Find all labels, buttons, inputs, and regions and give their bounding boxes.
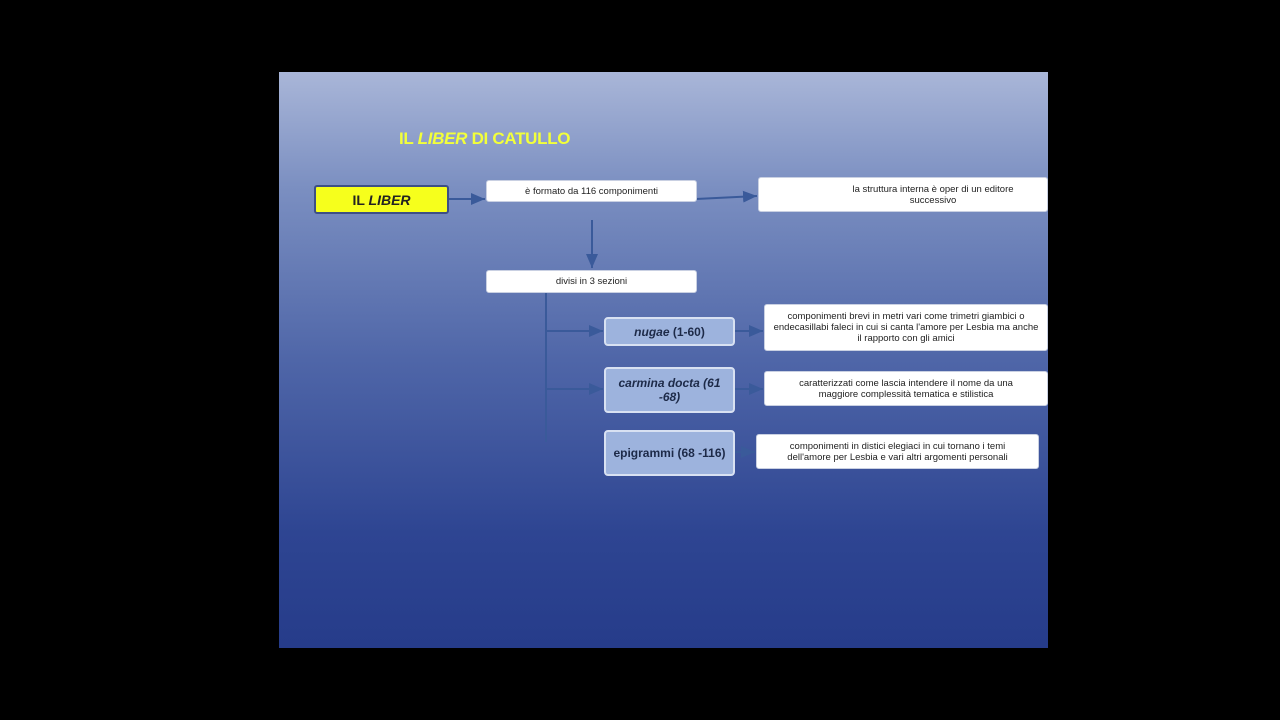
- section-node-epigrammi: epigrammi (68 -116): [604, 430, 735, 476]
- connectors: [279, 72, 1048, 648]
- section-node-nugae: nugae (1-60): [604, 317, 735, 346]
- composition-node: è formato da 116 componimenti: [486, 180, 697, 202]
- connector-composition-to-note: [696, 196, 757, 199]
- root-node-liber: IL LIBER: [314, 185, 449, 214]
- section-node-carmina-docta: carmina docta (61 -68): [604, 367, 735, 413]
- structure-note-node: la struttura interna è oper di un editore successivo: [758, 177, 1048, 212]
- slide-title: IL LIBER DI CATULLO: [399, 129, 571, 148]
- section-desc-carmina-docta: caratterizzati come lascia intendere il nome da una maggiore complessità tematica e stilistica: [764, 371, 1048, 406]
- division-node: divisi in 3 sezioni: [486, 270, 697, 293]
- slide: [279, 72, 1048, 648]
- section-desc-nugae: componimenti brevi in metri vari come trimetri giambici o endecasillabi faleci in cui si canta l'amore per Lesbia ma anche il rapporto con gli amici: [764, 304, 1048, 351]
- section-desc-epigrammi: componimenti in distici elegiaci in cui tornano i temi dell'amore per Lesbia e vari altri argomenti personali: [756, 434, 1039, 469]
